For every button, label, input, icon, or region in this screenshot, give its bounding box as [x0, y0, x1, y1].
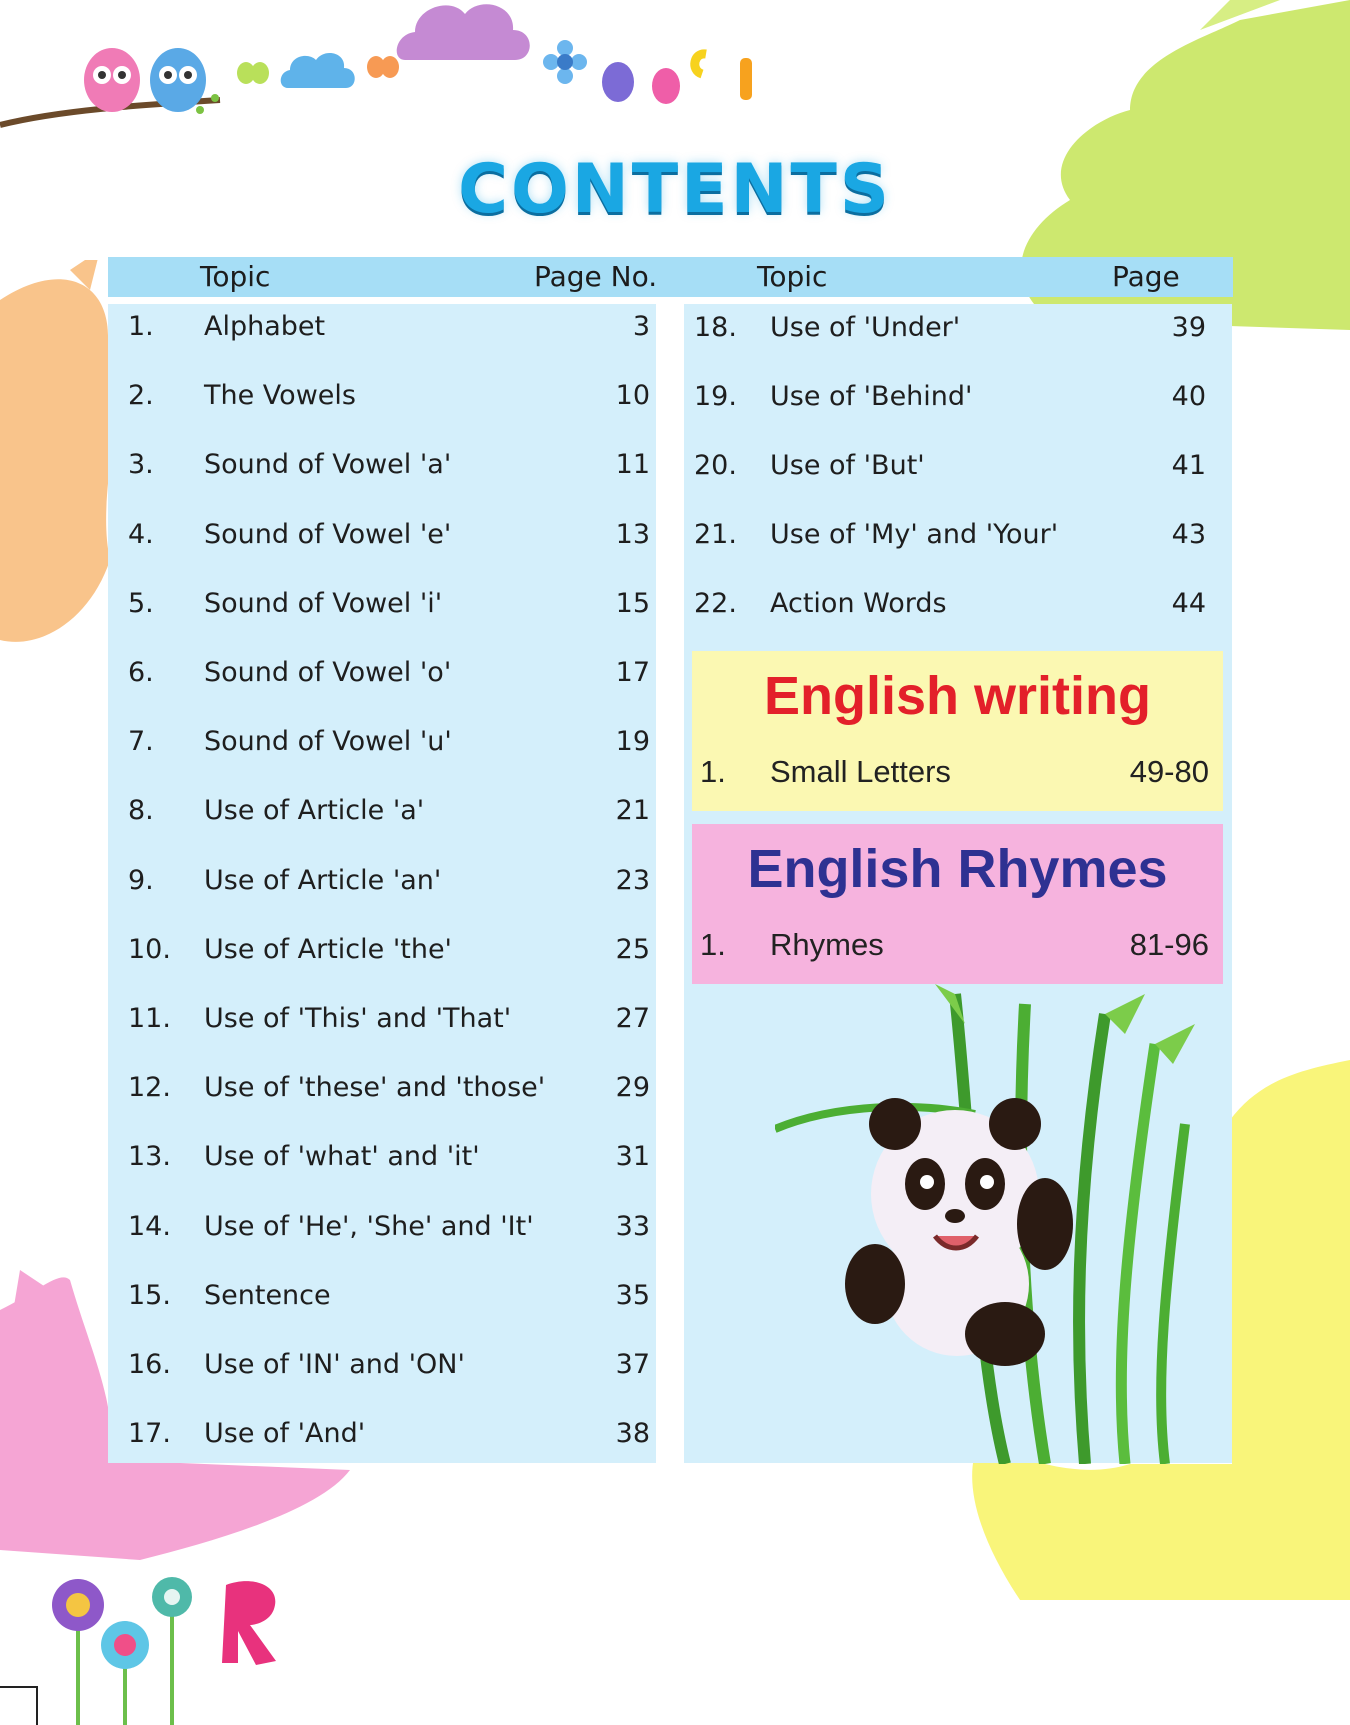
contents-entry [128, 1409, 650, 1459]
contents-entry [128, 786, 650, 836]
english-rhymes-title: English Rhymes [747, 839, 1168, 899]
entry-number: 21. [694, 519, 737, 550]
contents-entry [128, 1340, 650, 1390]
entry-page-number: 43 [1171, 519, 1206, 550]
entry-topic: Sound of Vowel 'e' [204, 518, 452, 550]
entry-topic: Use of 'IN' and 'ON' [204, 1349, 465, 1380]
entry-number: 20. [694, 450, 737, 481]
english-writing-title: English writing [764, 666, 1151, 726]
english-writing-entry-number: 1. [700, 754, 726, 789]
header-page-left: Page No. [534, 260, 658, 293]
entry-number: 14. [128, 1210, 171, 1242]
entry-page-number: 3 [632, 311, 650, 342]
contents-entry [694, 441, 1206, 491]
cloud-purple-icon [395, 0, 535, 70]
entry-page-number: 15 [615, 587, 650, 619]
entry-number: 1. [128, 311, 154, 342]
letters-decoration [598, 44, 768, 108]
entry-topic: Alphabet [204, 311, 326, 342]
entry-number: 16. [128, 1349, 171, 1380]
contents-entry [128, 717, 650, 767]
entry-topic: Use of Article 'a' [204, 795, 425, 827]
entry-number: 2. [128, 380, 154, 412]
contents-entry [128, 579, 650, 629]
entry-topic: Sound of Vowel 'o' [204, 657, 452, 688]
contents-entry [128, 994, 650, 1044]
entry-page-number: 27 [615, 1003, 650, 1034]
entry-topic: Use of 'these' and 'those' [204, 1072, 546, 1104]
entry-page-number: 44 [1171, 588, 1206, 619]
entry-page-number: 35 [615, 1279, 650, 1311]
contents-entry [128, 1271, 650, 1321]
entry-topic: Use of 'what' and 'it' [204, 1141, 480, 1173]
entry-page-number: 37 [615, 1349, 650, 1380]
entry-number: 8. [128, 795, 154, 827]
contents-entry [128, 302, 650, 352]
entry-page-number: 23 [615, 864, 650, 896]
entry-topic: Use of 'He', 'She' and 'It' [204, 1210, 534, 1242]
contents-entry [128, 1132, 650, 1182]
entry-number: 4. [128, 518, 154, 550]
contents-entry [128, 648, 650, 698]
entry-page-number: 41 [1171, 450, 1206, 481]
entry-number: 13. [128, 1141, 171, 1173]
entry-topic: Use of Article 'the' [204, 933, 452, 965]
entry-topic: Use of 'But' [770, 450, 925, 481]
contents-entry [694, 303, 1206, 353]
entry-number: 9. [128, 864, 154, 896]
entry-number: 12. [128, 1072, 171, 1104]
flowers-illustration [45, 1575, 205, 1725]
entry-topic: Use of Article 'an' [204, 864, 442, 896]
entry-topic: Use of 'This' and 'That' [204, 1003, 512, 1034]
entry-page-number: 39 [1171, 312, 1206, 343]
entry-page-number: 10 [615, 380, 650, 412]
entry-number: 10. [128, 933, 171, 965]
header-page-right: Page [1112, 260, 1180, 293]
entry-page-number: 40 [1171, 381, 1206, 412]
entry-number: 11. [128, 1003, 171, 1034]
entry-topic: Sound of Vowel 'a' [204, 449, 452, 481]
english-rhymes-entry-topic: Rhymes [770, 927, 884, 962]
entry-topic: Use of 'And' [204, 1418, 366, 1450]
contents-entry [128, 440, 650, 490]
entry-topic: Use of 'My' and 'Your' [770, 519, 1059, 550]
entry-topic: Action Words [770, 588, 947, 619]
entry-topic: Use of 'Under' [770, 312, 961, 343]
header-topic-right: Topic [757, 260, 828, 293]
entry-page-number: 13 [615, 518, 650, 550]
english-writing-entry-topic: Small Letters [770, 754, 951, 789]
page-title: CONTENTS [458, 150, 892, 229]
entry-page-number: 11 [615, 449, 650, 481]
entry-number: 22. [694, 588, 737, 619]
entry-topic: Sound of Vowel 'i' [204, 587, 443, 619]
entry-number: 6. [128, 657, 154, 688]
contents-entry [128, 1202, 650, 1252]
entry-number: 18. [694, 312, 737, 343]
entry-number: 7. [128, 726, 154, 758]
letter-r-decoration [212, 1575, 288, 1667]
entry-topic: Use of 'Behind' [770, 381, 973, 412]
entry-number: 17. [128, 1418, 171, 1450]
entry-page-number: 17 [615, 657, 650, 688]
contents-entry [128, 510, 650, 560]
entry-page-number: 25 [615, 933, 650, 965]
contents-entry [694, 579, 1206, 629]
entry-page-number: 31 [615, 1141, 650, 1173]
cloud-blue-icon [278, 46, 358, 98]
entry-number: 15. [128, 1279, 171, 1311]
contents-entry [128, 856, 650, 906]
entry-number: 19. [694, 381, 737, 412]
english-writing-section [692, 651, 1223, 811]
butterfly-icon [235, 60, 271, 90]
english-writing-entry-page: 49-80 [1129, 754, 1209, 789]
table-header [108, 257, 1233, 297]
corner-mark [0, 1686, 38, 1725]
english-rhymes-entry-page: 81-96 [1129, 927, 1209, 962]
flower-blue-icon [543, 40, 587, 84]
entry-page-number: 29 [615, 1072, 650, 1104]
entry-topic: Sentence [204, 1279, 331, 1311]
entry-topic: The Vowels [204, 380, 356, 412]
contents-entry [694, 510, 1206, 560]
english-rhymes-section [692, 824, 1223, 984]
entry-page-number: 19 [615, 726, 650, 758]
entry-topic: Sound of Vowel 'u' [204, 726, 452, 758]
header-topic-left: Topic [200, 260, 271, 293]
contents-entry [128, 371, 650, 421]
panda-bamboo-illustration [775, 984, 1233, 1464]
entry-number: 5. [128, 587, 154, 619]
branch-with-owls-illustration [0, 30, 240, 140]
contents-entry [128, 1063, 650, 1113]
entry-page-number: 38 [615, 1418, 650, 1450]
contents-entry [128, 925, 650, 975]
contents-entry [694, 372, 1206, 422]
english-rhymes-entry-number: 1. [700, 927, 726, 962]
entry-page-number: 33 [615, 1210, 650, 1242]
entry-number: 3. [128, 449, 154, 481]
entry-page-number: 21 [615, 795, 650, 827]
